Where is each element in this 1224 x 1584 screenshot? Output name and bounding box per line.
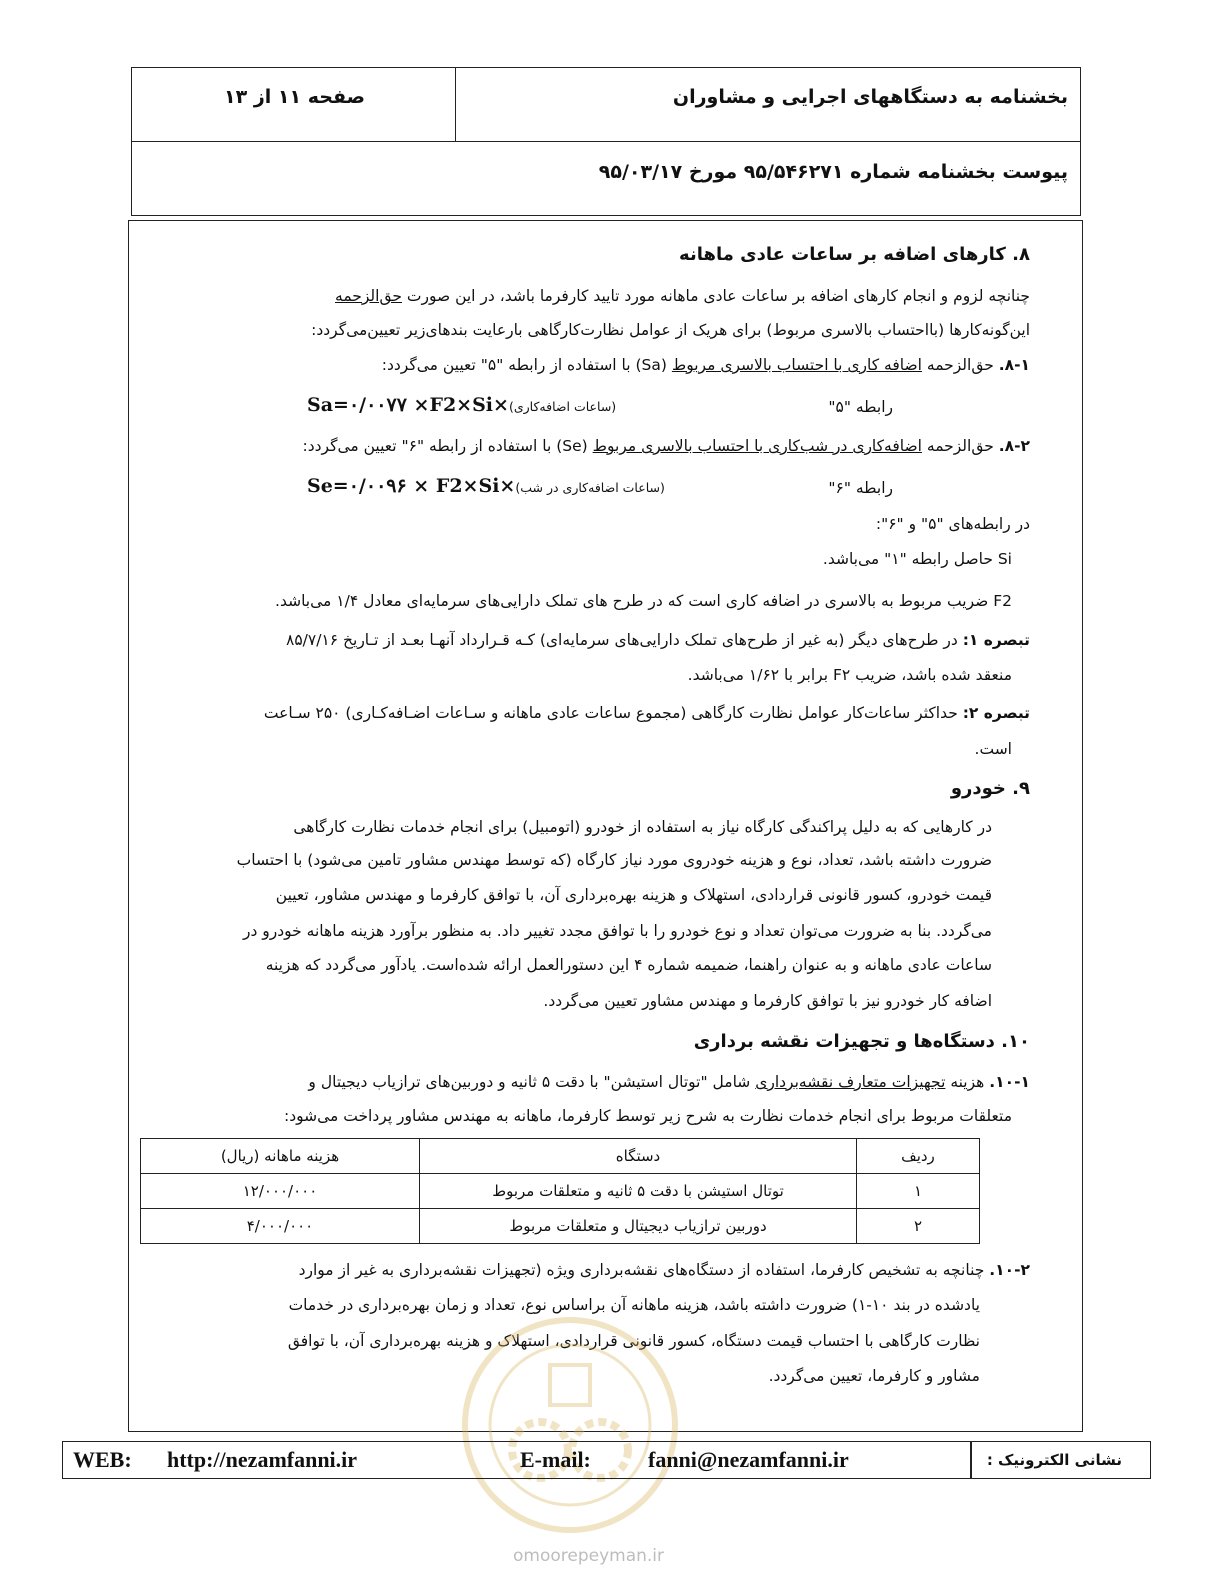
note-1-line: منعقد شده باشد، ضریب F۲ برابر با ۱/۶۲ می‌باشد.	[687, 666, 1012, 684]
underlined-text: تجهیزات متعارف نقشه‌برداری	[755, 1073, 946, 1091]
clause-8-2	[303, 437, 1030, 455]
text-run: در طرح‌های دیگر (به غیر از طرح‌های تملک دارایی‌های سرمایه‌ای) کـه قـرارداد آنهـا بعـد از تـاریخ ۸۵/۷/۱۶	[286, 631, 963, 649]
f2-definition: F2 ضریب مربوط به بالاسری در اضافه کاری است که در طرح های تملک دارایی‌های سرمایه‌ای معادل ۱/۴ می‌باشد.	[275, 592, 1012, 610]
table-cell: ۱	[857, 1174, 980, 1209]
table-row	[141, 1174, 980, 1209]
relation-6-label: رابطه "۶"	[828, 479, 893, 497]
section-9-line: ساعات عادی ماهانه و به عنوان راهنما، ضمیمه شماره ۴ این دستورالعمل ارائه شده‌است. یادآور می‌گردد که هزینه	[265, 956, 992, 974]
header-row	[132, 68, 1080, 142]
note-label: تبصره ۲:	[962, 704, 1030, 722]
section-8-paragraph-line: این‌گونه‌کارها (بااحتساب بالاسری مربوط) برای هریک از عوامل نظارت‌کارگاهی بارعایت بندهای‌زیر تعیین‌می‌گردد:	[311, 321, 1030, 339]
clause-10-2-line: یادشده در بند ۱۰-۱) ضرورت داشته باشد، هزینه ماهانه آن براساس نوع، تعداد و زمان بهره‌برداری در خدمات	[288, 1296, 980, 1314]
clause-number: ۸-۲.	[998, 437, 1030, 455]
clause-10-2-line: نظارت کارگاهی با احتساب قیمت دستگاه، کسور قانونی قراردادی، استهلاک و هزینه بهره‌برداری آن، با توافق	[287, 1332, 980, 1350]
formula-text: Se=۰/۰۰۹۶ × F2×Si×	[307, 475, 516, 497]
underlined-text: اضافه‌کاری در شب‌کاری با احتساب بالاسری مربوط	[592, 437, 922, 455]
email-link[interactable]: fanni@nezamfanni.ir	[648, 1447, 849, 1472]
clause-10-2-line: مشاور و کارفرما، تعیین می‌گردد.	[768, 1367, 980, 1385]
clause-10-1	[308, 1073, 1030, 1091]
electronic-address-label: نشانی الکترونیک :	[986, 1451, 1122, 1469]
text-run: حق‌الزحمه	[921, 356, 999, 374]
clause-number: ۱۰-۱.	[989, 1073, 1030, 1091]
column-header: هزینه ماهانه (ریال)	[141, 1139, 420, 1174]
text-run: حق‌الزحمه	[921, 437, 999, 455]
text-run: حداکثر ساعات‌کار عوامل نظارت کارگاهی (مجموع ساعات عادی ماهانه و سـاعات اضـافه‌کـاری) ۲۵۰ سـاعت	[263, 704, 963, 722]
section-10-heading: ۱۰. دستگاه‌ها و تجهیزات نقشه برداری	[693, 1031, 1030, 1052]
header-table	[131, 67, 1081, 216]
section-9-line: ضرورت داشته باشد، تعداد، نوع و هزینه خودروی مورد نیاز کارگاه (که توسط مهندس مشاور تامین می‌شود) با احتساب	[236, 851, 992, 869]
section-9-heading: ۹. خودرو	[950, 778, 1030, 799]
table-header-row	[141, 1139, 980, 1174]
formula-note: (ساعات اضافه‌کاری)	[508, 399, 617, 414]
watermark-seal-icon	[455, 1310, 685, 1540]
text-run: (Se) با استفاده از رابطه "۶" تعیین می‌گردد:	[302, 437, 593, 455]
note-label: تبصره ۱:	[962, 631, 1030, 649]
text-run: هزینه	[945, 1073, 990, 1091]
table-cell: توتال استیشن با دقت ۵ ثانیه و متعلقات مربوط	[420, 1174, 857, 1209]
clause-number: ۱۰-۲.	[989, 1261, 1030, 1279]
formula-note: (ساعات اضافه‌کاری در شب)	[515, 480, 665, 495]
section-9-line: می‌گردد. بنا به ضرورت می‌توان تعداد و نوع خودرو را با توافق مجدد تغییر داد. به منظور برآورد هزینه ماهانه خودرو در	[242, 922, 992, 940]
text-run: چنانچه به تشخیص کارفرما، استفاده از دستگاه‌های نقشه‌برداری ویژه (تجهیزات نقشه‌برداری به غیر از موارد	[298, 1261, 990, 1279]
attachment-reference: پیوست بخشنامه شماره ۹۵/۵۴۶۲۷۱ مورخ ۹۵/۰۳/۱۷	[598, 161, 1068, 183]
table-cell: دوربین ترازیاب دیجیتال و متعلقات مربوط	[420, 1209, 857, 1244]
note-1	[170, 631, 1030, 649]
underlined-text: حق‌الزحمه	[335, 287, 402, 305]
email-label: E-mail:	[520, 1447, 591, 1472]
page-number-cell	[132, 68, 456, 141]
clause-number: ۸-۱.	[998, 356, 1030, 374]
text-run: چنانچه لزوم و انجام کارهای اضافه بر ساعات عادی ماهانه مورد تایید کارفرما باشد، در این صورت	[401, 287, 1030, 305]
relations-intro: در رابطه‌های "۵" و "۶":	[875, 515, 1030, 533]
column-header: دستگاه	[420, 1139, 857, 1174]
web-link[interactable]: http://nezamfanni.ir	[167, 1447, 358, 1472]
underlined-text: اضافه کاری با احتساب بالاسری مربوط	[671, 356, 922, 374]
section-8-heading: ۸. کارهای اضافه بر ساعات عادی ماهانه	[679, 244, 1030, 265]
section-9-line: قیمت خودرو، کسور قانونی قراردادی، استهلاک و هزینه بهره‌برداری آن، با توافق کارفرما و مهندس مشاور، تعیین	[275, 886, 992, 904]
table-cell: ۱۲/۰۰۰/۰۰۰	[141, 1174, 420, 1209]
table-cell: ۴/۰۰۰/۰۰۰	[141, 1209, 420, 1244]
section-8-paragraph-line	[335, 287, 1030, 305]
section-9-line: اضافه کار خودرو نیز با توافق کارفرما و مهندس مشاور تعیین می‌گردد.	[543, 992, 992, 1010]
section-9-line: در کارهایی که به دلیل پراکندگی کارگاه نیاز به استفاده از خودرو (اتومبیل) برای انجام خدمات نظارت کارگاهی	[293, 818, 992, 836]
relation-5-label: رابطه "۵"	[828, 398, 893, 416]
clause-10-2	[299, 1261, 1030, 1279]
circular-title: بخشنامه به دستگاههای اجرایی و مشاوران	[672, 86, 1068, 108]
column-header: ردیف	[857, 1139, 980, 1174]
web-label: WEB:	[73, 1447, 132, 1472]
formula-text: Sa=۰/۰۰۷۷ ×F2×Si×	[307, 394, 509, 416]
table-cell: ۲	[857, 1209, 980, 1244]
text-run: (Sa) با استفاده از رابطه "۵" تعیین می‌گردد:	[381, 356, 672, 374]
equipment-cost-table	[140, 1138, 980, 1244]
text-run: شامل "توتال استیشن" با دقت ۵ ثانیه و دوربین‌های ترازیاب دیجیتال و	[308, 1073, 756, 1091]
note-2-line: است.	[974, 740, 1012, 758]
si-definition: Si حاصل رابطه "۱" می‌باشد.	[822, 550, 1012, 568]
relation-6-formula	[307, 475, 665, 497]
note-2	[264, 704, 1030, 722]
footer-divider	[970, 1442, 972, 1478]
relation-5-formula	[307, 394, 616, 416]
watermark-site: omoorepeyman.ir	[513, 1546, 665, 1566]
table-row	[141, 1209, 980, 1244]
clause-10-1-line: متعلقات مربوط برای انجام خدمات نظارت به شرح زیر توسط کارفرما، ماهانه به مهندس مشاور پرداخت می‌شود:	[283, 1107, 1012, 1125]
footer-bar	[62, 1441, 1151, 1479]
page-number: صفحه ۱۱ از ۱۳	[224, 86, 365, 108]
clause-8-1	[382, 356, 1030, 374]
